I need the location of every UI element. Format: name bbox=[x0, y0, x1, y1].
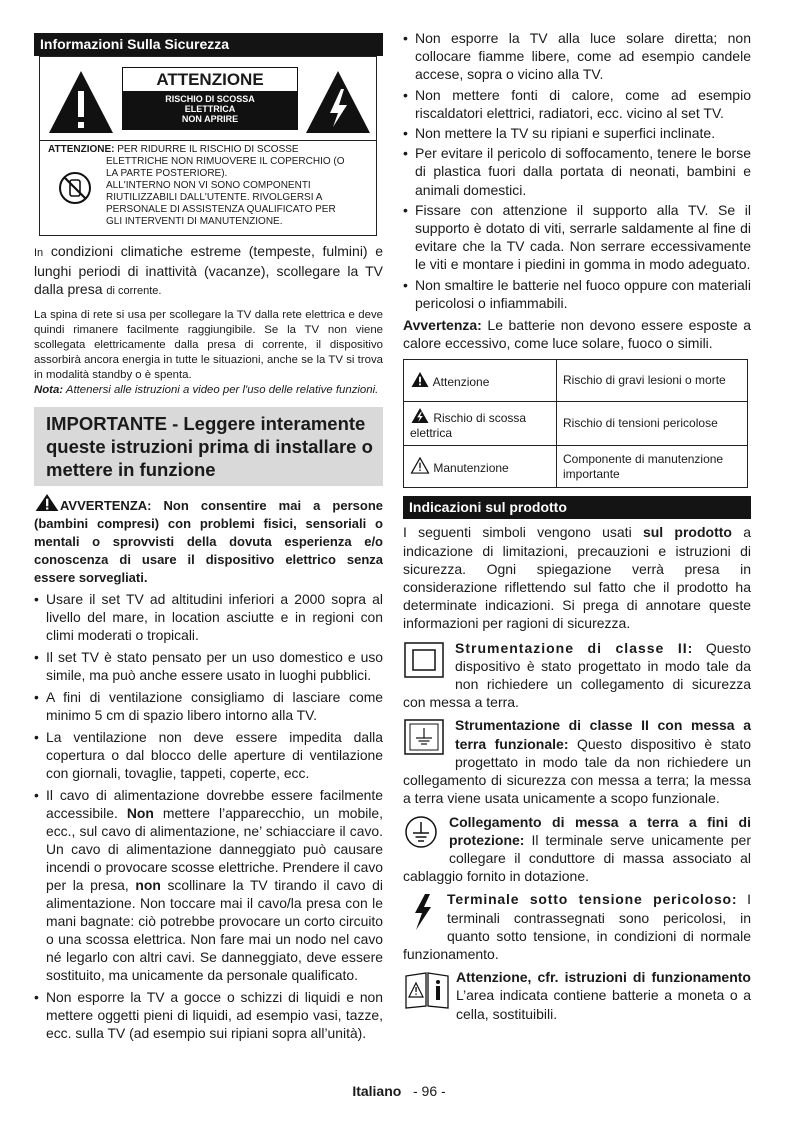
lightning-icon bbox=[403, 892, 443, 932]
product-header: Indicazioni sul prodotto bbox=[403, 496, 751, 519]
important-heading: IMPORTANTE - Leggere interamente queste istruzioni prima di installare o mettere in funzione bbox=[34, 407, 383, 486]
list-item: • Usare il set TV ad altitudini inferiori a 2000 sopra al livello del mare, in location asciutte e in regioni con climi moderati o tropicali. bbox=[34, 590, 383, 644]
plug-text: La spina di rete si usa per scollegare la TV dalla rete elettrica e deve quindi rimanere facilmente raggiungibile. Se la TV non viene scollegata elettricamente dalla presa di corrente, il dispositivo assorbirà ancora energia in tutte le situazioni, anche se la TV si trova in modalità standby o è spenta. bbox=[34, 309, 383, 381]
page-number: - 96 - bbox=[413, 1083, 446, 1099]
attention-title: ATTENZIONE bbox=[122, 67, 298, 92]
right-bullet-list bbox=[403, 29, 751, 312]
shock-triangle-icon bbox=[303, 67, 373, 137]
warning-triangle-icon bbox=[46, 67, 116, 137]
symbol-class-ii: Strumentazione di classe II: Questo dispositivo è stato progettato in modo tale da non richiedere un collegamento di sicurezza con messa a terra. bbox=[403, 639, 752, 711]
left-bullet-list bbox=[34, 590, 383, 1042]
hazard-table bbox=[403, 359, 748, 488]
table-row: Manutenzione Componente di manutenzione importante bbox=[404, 446, 748, 488]
list-item: • Non mettere la TV su ripiani e superfici inclinate. bbox=[403, 124, 751, 142]
symbol-hazardous-live: Terminale sotto tensione pericoloso: I terminali contrassegnati sono pericolosi, in quanto sotto tensione, in condizioni di normale funzionamento. bbox=[403, 891, 751, 962]
class-ii-icon bbox=[403, 641, 449, 681]
list-item: • Fissare con attenzione il supporto alla TV. Se il supporto è dotato di viti, serrarle saldamente al fine di evitare che la TV cada. Non serrare eccessivamente le viti e montare i piedini in gomma in modo adeguato. bbox=[403, 201, 751, 274]
table-row: Attenzione Rischio di gravi lesioni o morte bbox=[404, 360, 748, 402]
attention-box: ATTENZIONE RISCHIO DI SCOSSA ELETTRICA NON APRIRE ATTENZIONE: PER RIDURRE IL RISCHIO DI SCOSSE ELETTRICHE NON RIMUOVERE IL COPERCHIO (O LA PARTE POSTERIORE). ALL'INTERNO NON VI SONO COMPONENTI RIUTILIZZABILI DALL'UTENTE. RIVOLGERSI A PERSONALE DI ASSISTENZA QUALIFICATO PER GLI INTERVENTI DI MANUTENZIONE. bbox=[39, 56, 377, 236]
page-footer bbox=[0, 1083, 798, 1099]
list-item: • Non esporre la TV alla luce solare diretta; non collocare fiamme libere, come ad esempio candele accese, sopra o vicino alla TV. bbox=[403, 29, 751, 84]
extreme-conditions-text: In condizioni climatiche estreme (tempeste, fulmini) e lunghi periodi di inattività (vacanze), scollegare la TV dalla presa di corrente. bbox=[34, 243, 383, 297]
warning-icon bbox=[410, 371, 430, 388]
safety-header: Informazioni Sulla Sicurezza bbox=[34, 33, 383, 56]
symbol-list bbox=[403, 639, 751, 1023]
list-item: • Per evitare il pericolo di soffocamento, tenere le borse di plastica fuori dalla portata di neonati, bambini e animali domestici. bbox=[403, 144, 751, 199]
shock-icon bbox=[410, 407, 430, 424]
note-text: Nota: Attenersi alle istruzioni a video per l'uso delle relative funzioni. bbox=[34, 384, 379, 396]
symbol-see-instructions: Attenzione, cfr. istruzioni di funzionamento L’area indicata contiene batterie a moneta o a cella, sostituibili. bbox=[403, 968, 751, 1023]
maintenance-icon bbox=[410, 457, 430, 474]
symbol-protective-earth: Collegamento di messa a terra a fini di protezione: Il terminale serve unicamente per collegare il conduttore di massa associato al cablaggio fornito in dotazione. bbox=[403, 813, 751, 885]
list-item: • Non esporre la TV a gocce o schizzi di liquidi e non mettere oggetti pieni di liquidi, ad esempio vasi, tazze, ecc. sulla TV (ad esempio sui ripiani sopra all’unità). bbox=[34, 988, 383, 1042]
list-item: • Il set TV è stato pensato per un uso domestico e uso simile, ma può anche essere usato in luoghi pubblici. bbox=[34, 648, 383, 684]
warning-icon bbox=[34, 493, 60, 512]
list-item: • La ventilazione non deve essere impedita dalla copertura o dal blocco delle aperture di ventilazione con giornali, tovaglie, tappeti, coperte, ecc. bbox=[34, 728, 383, 782]
product-intro: I seguenti simboli vengono usati sul prodotto a indicazione di limitazioni, precauzioni e istruzioni di sicurezza. Ogni spiegazione verrà presa in considerazione riflettendo sul fatto che il prodotto ha determinate indicazioni. Si prega di annotare queste informazioni per ragioni di sicurezza. bbox=[403, 524, 752, 632]
left-column bbox=[34, 33, 383, 1042]
protective-earth-icon bbox=[403, 815, 443, 851]
instructions-book-icon bbox=[403, 970, 451, 1010]
list-item: • Non smaltire le batterie nel fuoco oppure con materiali pericolosi o infiammabili. bbox=[403, 276, 751, 312]
right-column bbox=[403, 29, 751, 1023]
list-item: • Non mettere fonti di calore, come ad esempio riscaldatori elettrici, radiatori, ecc. vicino al set TV. bbox=[403, 86, 751, 122]
table-row: Rischio di scossa elettrica Rischio di tensioni pericolose bbox=[404, 402, 748, 446]
warning-paragraph: AVVERTENZA: Non consentire mai a persone (bambini compresi) con problemi fisici, sensoriali o mentali o sprovvisti della dovuta esperienza e/o conoscenza di usare il dispositivo elettrico senza essere sorvegliati. bbox=[34, 493, 383, 587]
symbol-class-ii-functional-earth: Strumentazione di classe II con messa a terra funzionale: Questo dispositivo è stato progettato in modo tale da non richiedere un collegamento di sicurezza con messa a terra; la messa a terra viene usata unicamente a scopo funzionale. bbox=[403, 717, 751, 807]
class-ii-earth-icon bbox=[403, 718, 449, 758]
footer-language: Italiano bbox=[352, 1083, 402, 1099]
battery-warning: Avvertenza: Le batterie non devono essere esposte a calore eccessivo, come luce solare, fuoco o simili. bbox=[403, 317, 751, 352]
attention-subtitle: RISCHIO DI SCOSSA ELETTRICA NON APRIRE bbox=[122, 92, 298, 130]
list-item-cable: • Il cavo di alimentazione dovrebbe essere facilmente accessibile. Non mettere l’apparecchio, un mobile, ecc., sul cavo di alimentazione, ne’ schiacciare il cavo. Un cavo di alimentazione danneggiato può causare incendi o provocare scosse elettriche. Prendere il cavo per la presa, non scollinare la TV tirando il cavo di alimentazione. Non toccare mai il cavo/la presa con le mani bagnate: ciò potrebbe provocare un corto circuito o una scossa elettrica. Non fare mai un nodo nel cavo né legarlo con altri cavi. Se danneggiato, deve essere sostituito, ma unicamente da personale qualificato. bbox=[34, 786, 383, 984]
list-item: • A fini di ventilazione consigliamo di lasciare come minimo 5 cm di spazio libero intorno alla TV. bbox=[34, 688, 383, 724]
